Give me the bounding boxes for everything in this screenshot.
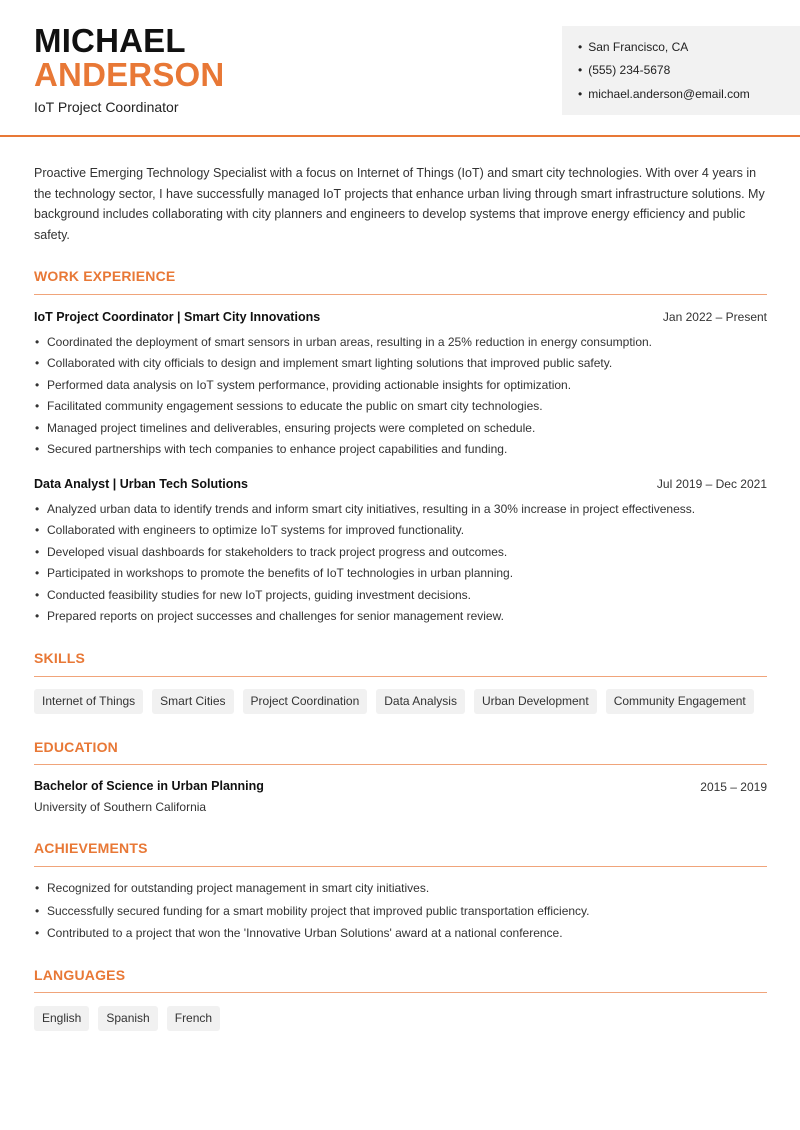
section-divider	[34, 866, 767, 867]
job-date: Jul 2019 – Dec 2021	[656, 477, 767, 491]
section-divider	[34, 764, 767, 765]
skill-chip: Project Coordination	[243, 689, 368, 714]
last-name: ANDERSON	[34, 56, 225, 93]
contact-box	[562, 26, 800, 115]
list-item: • Participated in workshops to promote the benefits of IoT technologies in urban planning.	[34, 563, 769, 584]
list-item: • Coordinated the deployment of smart sensors in urban areas, resulting in a 25% reduction in energy consumption.	[34, 332, 769, 353]
list-item: • Contributed to a project that won the 'Innovative Urban Solutions' award at a national conference.	[34, 922, 769, 945]
resume-header	[0, 0, 800, 136]
section-divider	[34, 992, 767, 993]
languages-list	[34, 1006, 220, 1031]
section-title-education: EDUCATION	[34, 739, 118, 755]
section-title-work: WORK EXPERIENCE	[34, 268, 176, 284]
list-item: • Prepared reports on project successes and challenges for senior management review.	[34, 606, 769, 627]
list-item: • Recognized for outstanding project management in smart city initiatives.	[34, 877, 769, 900]
list-item: • Successfully secured funding for a smart mobility project that improved public transportation efficiency.	[34, 900, 769, 923]
language-chip: English	[34, 1006, 89, 1031]
job-heading: IoT Project Coordinator | Smart City Innovations	[34, 310, 321, 324]
job-heading: Data Analyst | Urban Tech Solutions	[34, 477, 248, 491]
list-item: • Collaborated with engineers to optimize IoT systems for improved functionality.	[34, 520, 769, 541]
list-item: • Analyzed urban data to identify trends and inform smart city initiatives, resulting in a 30% increase in project effectiveness.	[34, 499, 769, 520]
skill-chip: Community Engagement	[606, 689, 754, 714]
first-name: MICHAEL	[34, 22, 186, 59]
skill-chip: Urban Development	[474, 689, 597, 714]
header-divider	[0, 135, 800, 137]
section-title-languages: LANGUAGES	[34, 967, 126, 983]
section-title-achievements: ACHIEVEMENTS	[34, 840, 148, 856]
achievement-bullets	[34, 877, 769, 945]
job-title: IoT Project Coordinator	[34, 99, 179, 115]
degree: Bachelor of Science in Urban Planning	[34, 779, 264, 793]
job-bullets	[34, 499, 769, 627]
list-item: • Facilitated community engagement sessions to educate the public on smart city technologies.	[34, 396, 769, 417]
school-name: University of Southern California	[34, 800, 207, 814]
contact-phone: • (555) 234-5678	[578, 63, 670, 77]
list-item: • Managed project timelines and deliverables, ensuring projects were completed on schedule.	[34, 418, 769, 439]
language-chip: Spanish	[98, 1006, 157, 1031]
contact-location: • San Francisco, CA	[578, 40, 688, 54]
summary-paragraph: Proactive Emerging Technology Specialist with a focus on Internet of Things (IoT) and smart city technologies. With over 4 years in the technology sector, I have successfully managed IoT projects that enhance urban living through smart infrastructure solutions. My background includes collaborating with city planners and engineers to develop systems that improve energy efficiency and public safety.	[34, 166, 765, 242]
contact-email[interactable]: • michael.anderson@email.com	[578, 87, 750, 101]
skill-chip: Internet of Things	[34, 689, 143, 714]
section-divider	[34, 676, 767, 677]
skill-chip: Data Analysis	[376, 689, 465, 714]
job-date: Jan 2022 – Present	[662, 310, 767, 324]
section-divider	[34, 294, 767, 295]
list-item: • Performed data analysis on IoT system performance, providing actionable insights for optimization.	[34, 375, 769, 396]
list-item: • Conducted feasibility studies for new IoT projects, guiding investment decisions.	[34, 585, 769, 606]
language-chip: French	[167, 1006, 220, 1031]
education-date: 2015 – 2019	[700, 780, 767, 794]
job-bullets	[34, 332, 769, 460]
list-item: • Developed visual dashboards for stakeholders to track project progress and outcomes.	[34, 542, 769, 563]
skills-list	[34, 689, 754, 714]
section-title-skills: SKILLS	[34, 650, 85, 666]
skill-chip: Smart Cities	[152, 689, 233, 714]
list-item: • Secured partnerships with tech companies to enhance project capabilities and funding.	[34, 439, 769, 460]
list-item: • Collaborated with city officials to design and implement smart lighting solutions that improved public safety.	[34, 353, 769, 374]
